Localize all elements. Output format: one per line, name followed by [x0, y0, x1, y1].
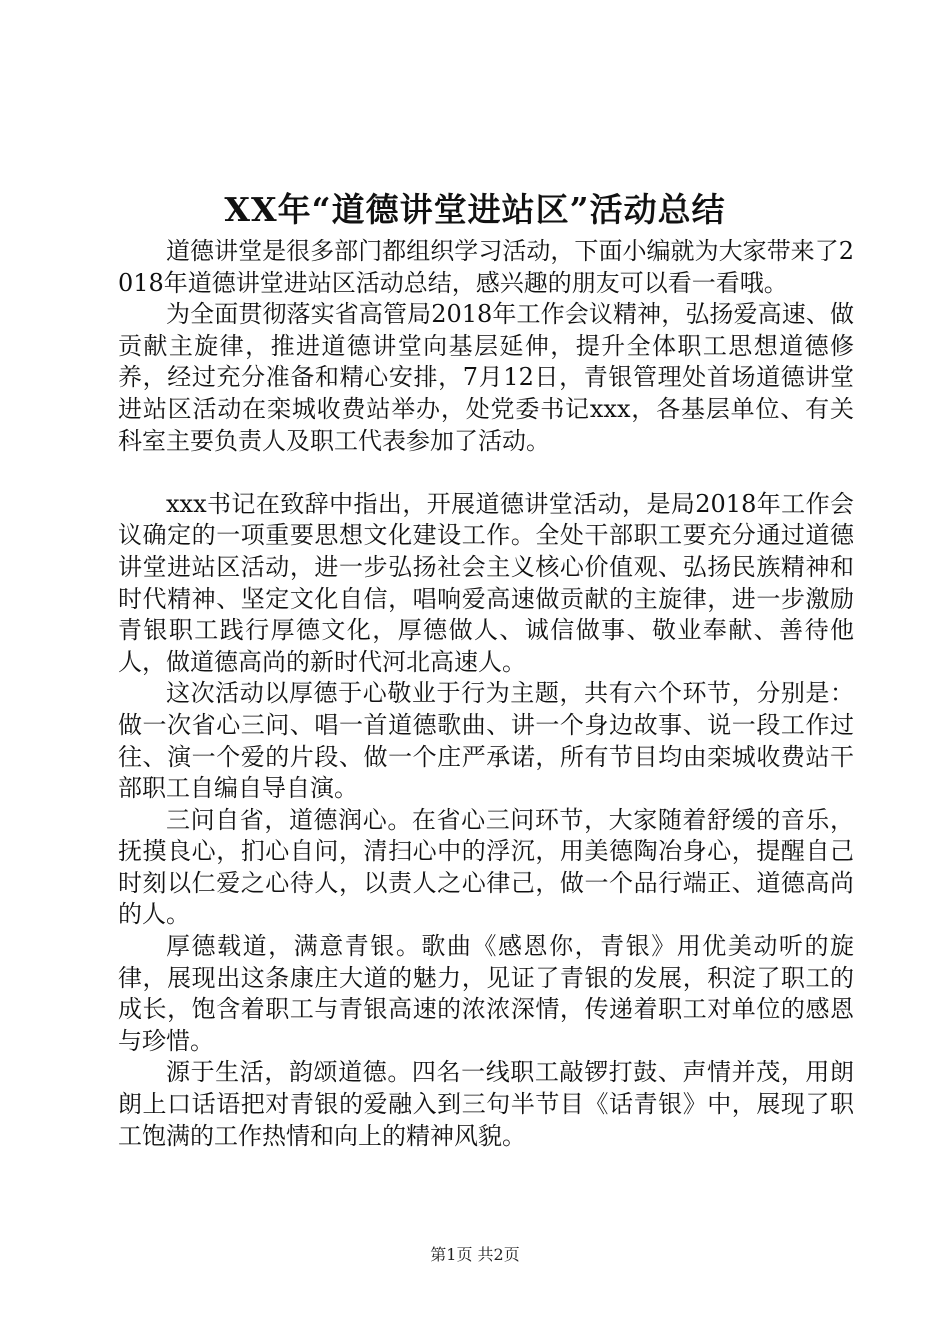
paragraph-song: 厚德载道，满意青银。歌曲《感恩你，青银》用优美动听的旋律，展现出这条康庄大道的魅力，见证了青银的发展，积淀了职工的成长，饱含着职工与青银高速的浓浓深情，传递着职工对单位的感恩与珍惜。: [118, 932, 854, 1055]
document-title: XX年“道德讲堂进站区”活动总结: [224, 190, 726, 229]
paragraph-performance: 源于生活，韵颂道德。四名一线职工敲锣打鼓、声情并茂，用朗朗上口话语把对青银的爱融入到三句半节目《话青银》中，展现了职工饱满的工作热情和向上的精神风貌。: [118, 1058, 854, 1150]
paragraph-intro: 道德讲堂是很多部门都组织学习活动，下面小编就为大家带来了2018年道德讲堂进站区活动总结，感兴趣的朋友可以看一看哦。: [118, 237, 854, 297]
paragraph-theme: 这次活动以厚德于心敬业于行为主题，共有六个环节，分别是：做一次省心三问、唱一首道德歌曲、讲一个身边故事、说一段工作过往、演一个爱的片段、做一个庄严承诺，所有节目均由栾城收费站干部职工自编自导自演。: [118, 679, 854, 803]
paragraph-reflection: 三问自省，道德润心。在省心三问环节，大家随着舒缓的音乐，抚摸良心，扪心自问，清扫心中的浮沉，用美德陶冶身心，提醒自己时刻以仁爱之心待人，以责人之心律己，做一个品行端正、道德高尚的人。: [118, 805, 854, 929]
document-body: [118, 236, 854, 1152]
paragraph-event: 为全面贯彻落实省高管局2018年工作会议精神，弘扬爱高速、做贡献主旋律，推进道德讲堂向基层延伸，提升全体职工思想道德修养，经过充分准备和精心安排，7月12日，青银管理处首场道德讲堂进站区活动在栾城收费站举办，处党委书记xxx，各基层单位、有关科室主要负责人及职工代表参加了活动。: [118, 300, 854, 455]
paragraph-speech: xxx书记在致辞中指出，开展道德讲堂活动，是局2018年工作会议确定的一项重要思想文化建设工作。全处干部职工要充分通过道德讲堂进站区活动，进一步弘扬社会主义核心价值观、弘扬民族精神和时代精神、坚定文化自信，唱响爱高速做贡献的主旋律，进一步激励青银职工践行厚德文化，厚德做人、诚信做事、敬业奉献、善待他人，做道德高尚的新时代河北高速人。: [118, 489, 854, 676]
page-footer: 第1页 共2页: [430, 1245, 520, 1264]
